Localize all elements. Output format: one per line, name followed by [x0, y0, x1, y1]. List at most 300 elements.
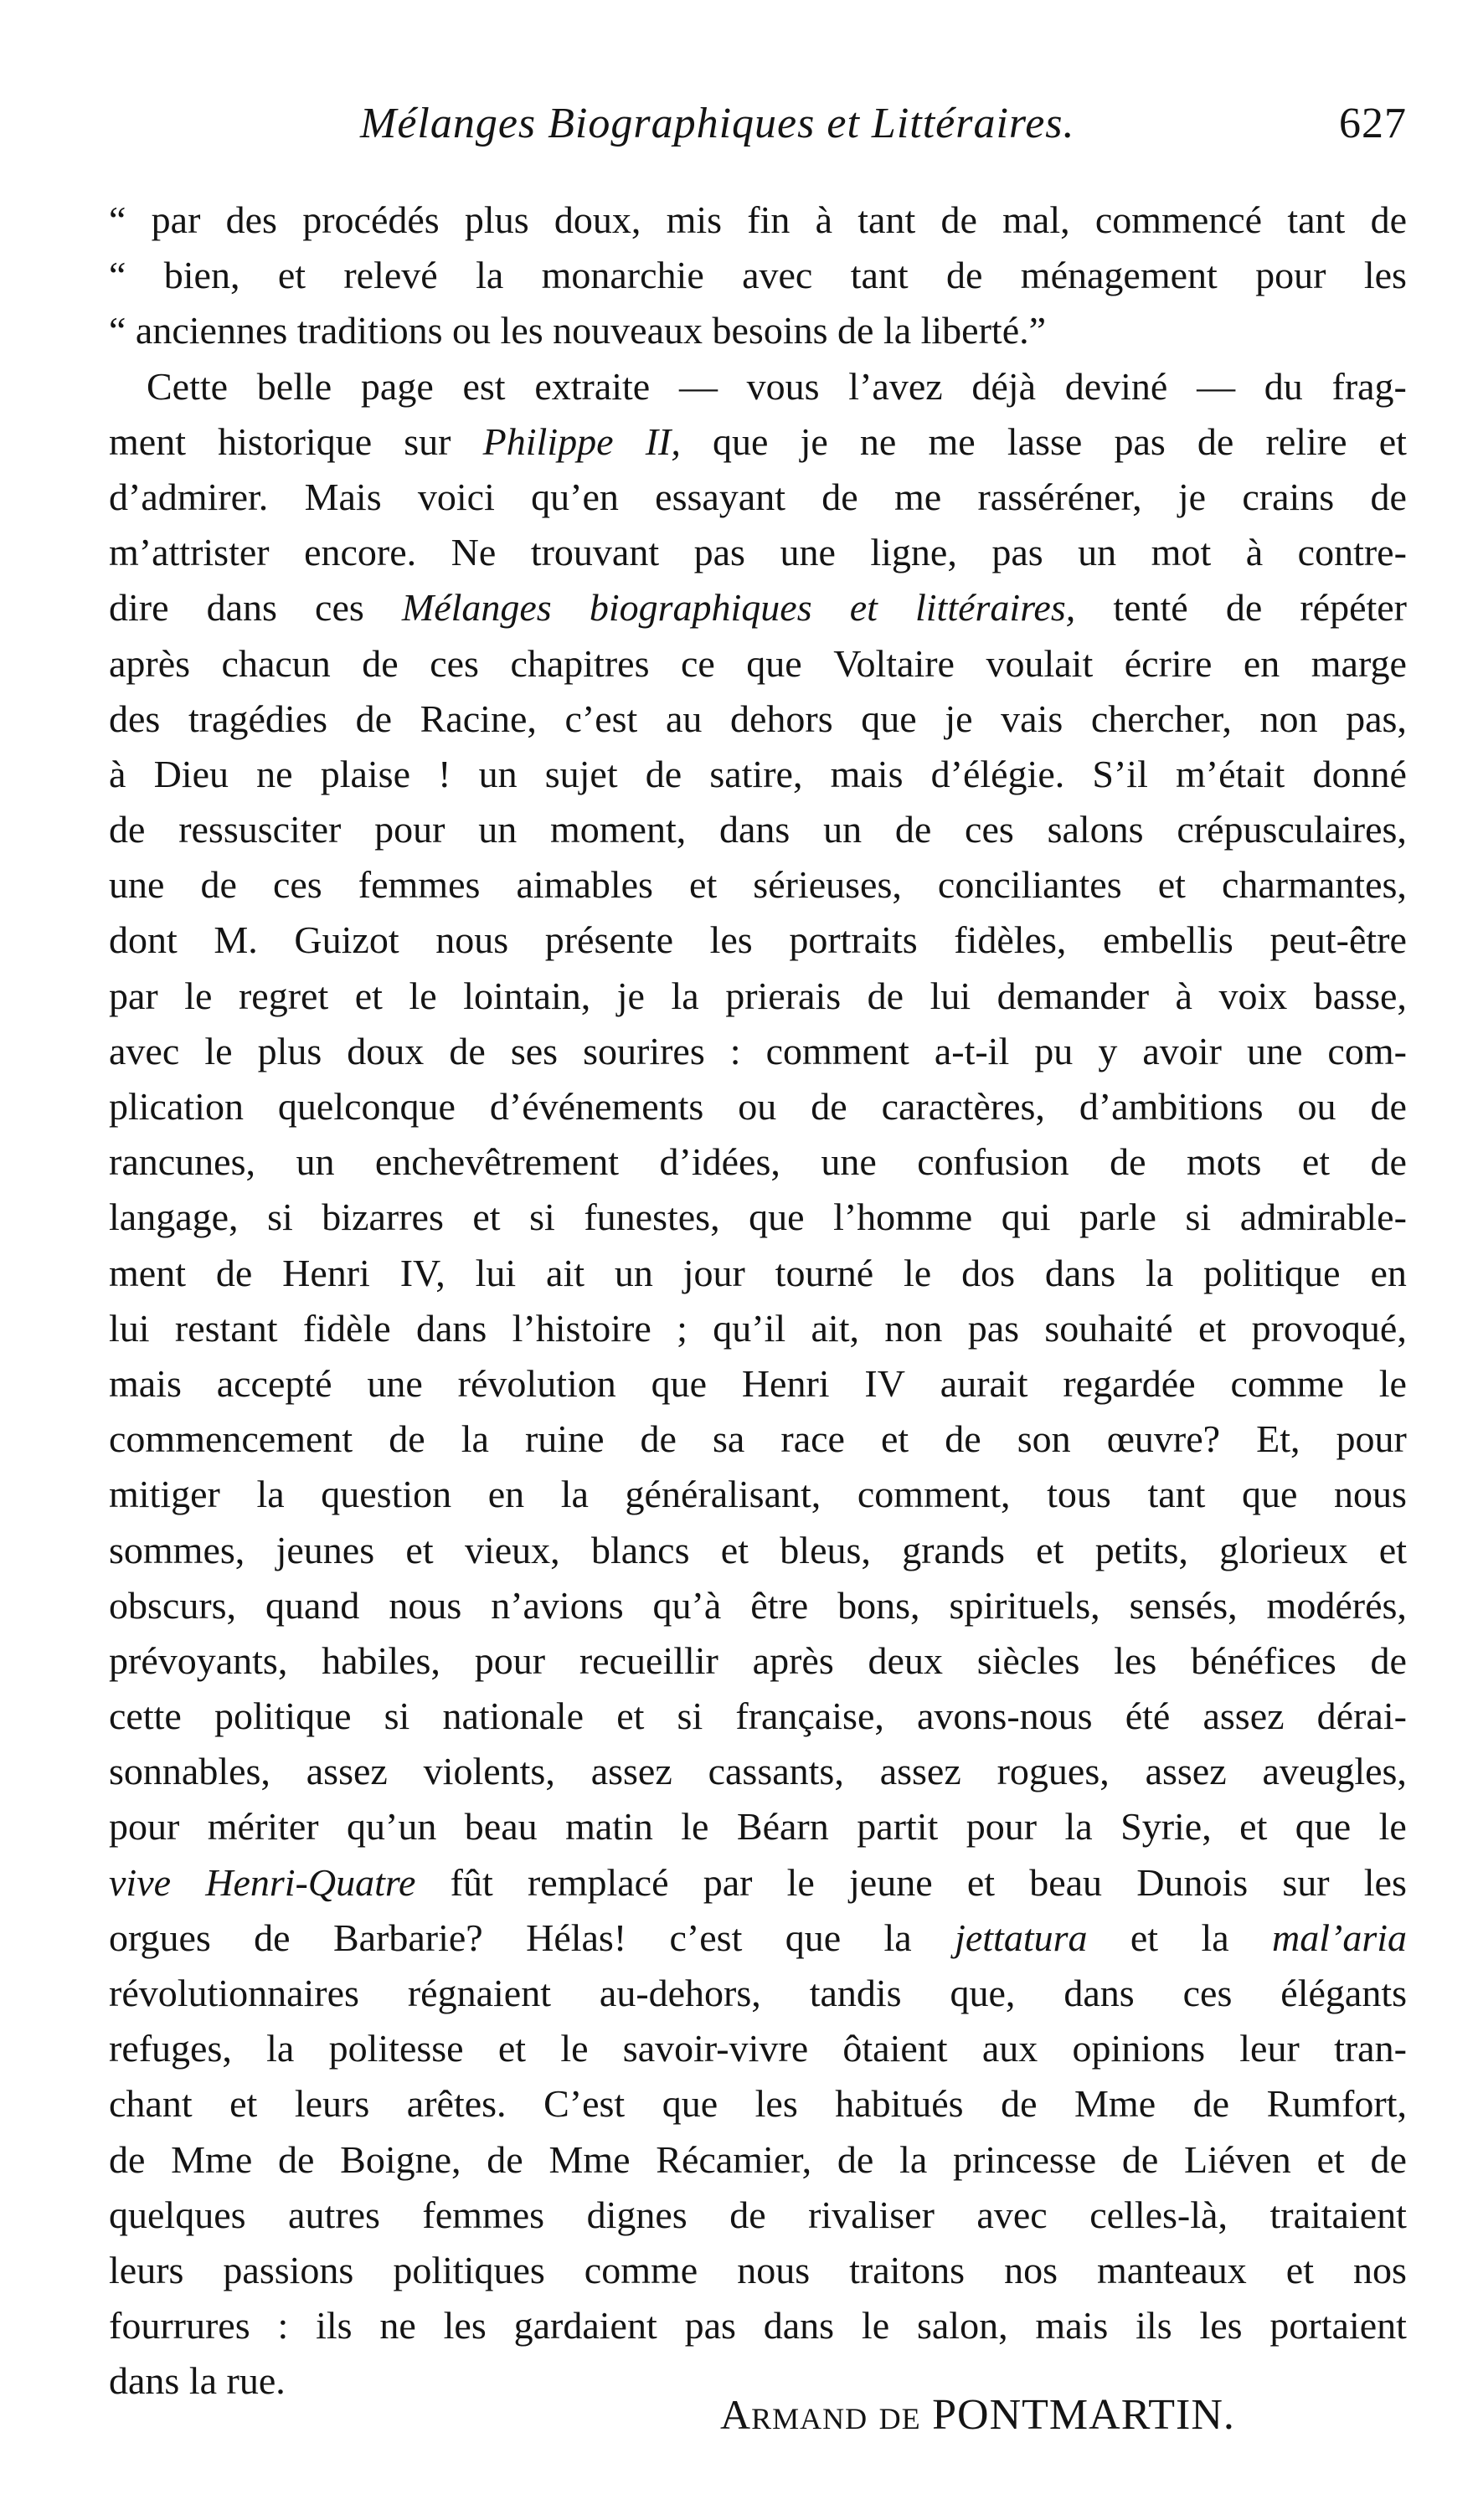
italic-word: jettatura: [955, 1916, 1088, 1959]
word: mais: [1035, 2304, 1109, 2348]
word: chapitres: [510, 641, 650, 685]
word: de: [1225, 586, 1263, 630]
word: tragédies: [188, 697, 327, 740]
word: le: [786, 1860, 815, 1904]
word: Barbarie?: [332, 1916, 483, 1959]
word: bleus,: [780, 1528, 871, 1571]
word: ressusciter: [178, 808, 342, 851]
word: si: [384, 1695, 410, 1738]
word: besoins: [712, 309, 828, 352]
word: présente: [544, 918, 673, 962]
text-line: [109, 1246, 1407, 1301]
word: —: [1197, 364, 1236, 408]
word: crépusculaires,: [1177, 808, 1407, 851]
word: en: [487, 1473, 525, 1516]
text-line: [109, 359, 1407, 414]
text-line: [109, 248, 1407, 303]
text-line: [109, 2298, 1407, 2353]
word: restant: [174, 1306, 278, 1350]
word: aux: [981, 2027, 1038, 2070]
word: sa: [713, 1417, 745, 1461]
word: S’il: [1092, 752, 1148, 795]
word: la: [899, 2137, 928, 2181]
word: en: [1243, 641, 1280, 685]
word: et: [1198, 1306, 1227, 1350]
word: le: [681, 1805, 709, 1849]
word: la: [1201, 1916, 1229, 1959]
word: lasse: [1007, 419, 1083, 463]
word: d’ambitions: [1079, 1085, 1264, 1128]
text-line: [109, 525, 1407, 580]
italic-word: II,: [645, 419, 681, 463]
word: avec: [976, 2193, 1048, 2236]
word: nouveaux: [553, 309, 703, 352]
word: de: [1197, 419, 1234, 463]
text-line: [109, 1523, 1407, 1578]
word: savoir-vivre: [622, 2027, 809, 2070]
word: nous: [435, 918, 509, 962]
word: écrire: [1124, 641, 1213, 685]
word: Guizot: [294, 918, 399, 962]
word: quelques: [109, 2193, 246, 2236]
word: assez: [590, 1750, 672, 1793]
word: femmes: [422, 2193, 545, 2236]
word: un: [478, 752, 518, 795]
word: si: [677, 1695, 703, 1738]
word: l’avez: [848, 364, 943, 408]
author-signature: [720, 2390, 1407, 2440]
word: que: [746, 641, 802, 685]
word: tant: [1287, 198, 1346, 241]
word: et: [881, 1417, 909, 1461]
word: été: [1125, 1695, 1171, 1738]
word: et: [720, 1528, 749, 1571]
word: demander: [996, 974, 1150, 1017]
word: la: [883, 309, 912, 352]
word: de: [449, 1029, 486, 1072]
word: de: [109, 808, 146, 851]
word: une: [109, 863, 165, 907]
word: confusion: [917, 1140, 1069, 1184]
word: ou: [1297, 1085, 1336, 1128]
word: Voltaire: [833, 641, 955, 685]
word: grands: [902, 1528, 1005, 1571]
word: encore.: [304, 531, 417, 574]
word: chercher,: [1090, 697, 1232, 740]
text-line: [109, 1689, 1407, 1744]
word: fidèles,: [954, 918, 1067, 962]
word: femmes: [358, 863, 481, 907]
word: ne: [256, 752, 293, 795]
word: tourné: [775, 1251, 874, 1294]
word: au: [665, 697, 703, 740]
word: politesse: [328, 2027, 464, 2070]
word: admirable-: [1239, 1196, 1407, 1239]
word: !: [438, 752, 451, 795]
word: celles-là,: [1089, 2193, 1228, 2236]
word: voix: [1218, 974, 1288, 1017]
word: sujet: [544, 752, 618, 795]
word: et: [497, 2027, 527, 2070]
text-line: [109, 1966, 1407, 2021]
word: assez: [1202, 1695, 1285, 1738]
word: Hélas!: [526, 1916, 627, 1959]
word: de: [1110, 1140, 1146, 1184]
word: embellis: [1102, 918, 1233, 962]
word: Béarn: [736, 1805, 829, 1849]
word: habitués: [835, 2082, 964, 2126]
word: mot: [1151, 531, 1212, 574]
word: qu’à: [652, 1583, 722, 1627]
word: ne: [859, 419, 897, 463]
word: traitons: [849, 2248, 966, 2291]
word: fin: [747, 198, 790, 241]
word: recueillir: [579, 1638, 718, 1682]
word: de: [640, 1417, 677, 1461]
word: IV: [864, 1361, 905, 1405]
word: frag-: [1331, 364, 1407, 408]
word: beau: [464, 1805, 538, 1849]
word: le: [1378, 1361, 1407, 1405]
word: comment: [765, 1029, 909, 1072]
word: en: [1370, 1251, 1407, 1294]
word: conciliantes: [937, 863, 1122, 907]
word: les: [1199, 2304, 1243, 2348]
word: de: [1370, 1638, 1407, 1682]
italic-word: littéraires,: [914, 586, 1076, 630]
italic-word: Mélanges: [401, 586, 552, 630]
word: doux,: [554, 198, 641, 241]
word: je: [945, 697, 973, 740]
word: quelconque: [277, 1085, 456, 1128]
word: ces: [430, 641, 479, 685]
text-line: [109, 2243, 1407, 2298]
word: pour: [1336, 1417, 1407, 1461]
word: à: [1175, 974, 1192, 1017]
word: politique: [1203, 1251, 1341, 1294]
word: procédés: [302, 198, 440, 241]
word: je: [800, 419, 828, 463]
word: Boigne,: [340, 2137, 461, 2181]
word: si: [1185, 1196, 1212, 1239]
word: belle: [256, 364, 332, 408]
word: et: [354, 974, 383, 1017]
word: C’est: [543, 2082, 626, 2126]
word: de: [1001, 2082, 1038, 2126]
word: le: [409, 974, 437, 1017]
word: pas: [991, 531, 1043, 574]
italic-word: vive: [109, 1860, 172, 1904]
word: œuvre?: [1106, 1417, 1221, 1461]
word: Liéven: [1184, 2137, 1291, 2181]
word: moment,: [549, 808, 687, 851]
word: me: [928, 419, 976, 463]
word: ces: [965, 808, 1014, 851]
word: blancs: [590, 1528, 690, 1571]
word: ment: [109, 1251, 186, 1294]
signature-surname: PONTMARTIN.: [932, 2391, 1235, 2439]
word: sur: [1282, 1860, 1330, 1904]
word: ruine: [524, 1417, 605, 1461]
word: salons: [1047, 808, 1144, 851]
word: que: [749, 1196, 805, 1239]
word: dignes: [586, 2193, 688, 2236]
word: les: [1114, 1638, 1157, 1682]
word: française,: [735, 1695, 884, 1738]
word: la: [671, 974, 699, 1017]
text-line: [109, 1190, 1407, 1245]
word: et: [472, 1196, 501, 1239]
word: la: [476, 254, 504, 297]
word: fourrures: [109, 2304, 250, 2348]
word: mots: [1186, 1140, 1262, 1184]
word: dans: [763, 2304, 835, 2348]
word: dans: [206, 586, 277, 630]
word: l’homme: [833, 1196, 973, 1239]
word: prévoyants,: [109, 1638, 288, 1682]
word: petits,: [1094, 1528, 1188, 1571]
word: ou: [452, 309, 492, 352]
word: mis: [666, 198, 723, 241]
word: Racine,: [420, 697, 537, 740]
word: tous: [1047, 1473, 1111, 1516]
text-line: [109, 1744, 1407, 1799]
word: nos: [1004, 2248, 1058, 2291]
word: c’est: [564, 697, 638, 740]
word: ait,: [811, 1306, 859, 1350]
word: m’attrister: [109, 531, 270, 574]
word: Mais: [304, 475, 382, 518]
word: ;: [677, 1306, 688, 1350]
word: deux: [868, 1638, 943, 1682]
word: obscurs,: [109, 1583, 237, 1627]
word: contre-: [1297, 531, 1407, 574]
word: à: [815, 198, 833, 241]
word: cette: [109, 1695, 182, 1738]
word: Mme: [1074, 2082, 1156, 2126]
text-line: [109, 303, 1407, 358]
word: les: [1363, 1860, 1407, 1904]
word: de: [254, 1916, 291, 1959]
word: élégants: [1280, 1972, 1407, 2014]
word: orgues: [109, 1916, 211, 1959]
word: lui: [109, 1306, 150, 1350]
word: que: [712, 419, 769, 463]
word: quand: [265, 1583, 360, 1627]
word: Henri: [282, 1251, 370, 1294]
word: monarchie: [541, 254, 704, 297]
word: ménagement: [1020, 254, 1218, 297]
word: de: [1121, 2137, 1159, 2181]
word: et: [1316, 2137, 1345, 2181]
word: passions: [223, 2248, 354, 2291]
word: prierais: [725, 974, 842, 1017]
word: une: [821, 1140, 877, 1184]
word: bizarres: [322, 1196, 444, 1239]
word: dehors: [730, 697, 833, 740]
word: satire,: [709, 752, 803, 795]
word: d’idées,: [659, 1140, 780, 1184]
word: par: [151, 198, 201, 241]
word: pas: [967, 1306, 1020, 1350]
word: pour: [109, 1805, 180, 1849]
text-line: [109, 1356, 1407, 1412]
word: liberté.”: [920, 309, 1047, 352]
italic-word: Henri-Quatre: [205, 1860, 416, 1904]
word: rasséréner,: [977, 475, 1142, 518]
word: un: [614, 1251, 653, 1294]
word: Syrie,: [1120, 1805, 1212, 1849]
word: ces: [1182, 1972, 1233, 2014]
word: commencé: [1094, 198, 1263, 241]
word: traditions: [296, 309, 443, 352]
signature-initial: A: [720, 2391, 752, 2438]
text-line: [109, 1467, 1407, 1522]
word: lui: [475, 1251, 517, 1294]
word: ligne,: [870, 531, 957, 574]
word: modérés,: [1266, 1583, 1407, 1627]
word: salon,: [916, 2304, 1008, 2348]
word: accepté: [216, 1361, 332, 1405]
word: Récamier,: [656, 2137, 812, 2181]
word: langage,: [109, 1196, 239, 1239]
word: d’élégie.: [930, 752, 1065, 795]
word: vais: [1001, 697, 1063, 740]
word: sourires: [583, 1029, 705, 1072]
word: dos: [961, 1251, 1015, 1294]
word: mal,: [1002, 198, 1070, 241]
word: vous: [746, 364, 820, 408]
word: me: [894, 475, 942, 518]
word: refuges,: [109, 2027, 232, 2070]
word: les: [709, 918, 753, 962]
word: ses: [510, 1029, 559, 1072]
word: si: [267, 1196, 293, 1239]
word: qu’en: [531, 475, 619, 518]
word: leurs: [294, 2082, 370, 2126]
word: et: [229, 2082, 258, 2126]
word: rivaliser: [808, 2193, 935, 2236]
word: de: [645, 752, 682, 795]
word: de: [837, 2137, 874, 2181]
word: pas,: [1346, 697, 1407, 740]
word: ait: [546, 1251, 585, 1294]
word: crains: [1242, 475, 1335, 518]
word: ou: [738, 1085, 777, 1128]
word: la: [188, 2359, 218, 2403]
word: siècles: [976, 1638, 1080, 1682]
text-line: [109, 747, 1407, 802]
word: sensés,: [1129, 1583, 1238, 1627]
word: vieux,: [464, 1528, 560, 1571]
text-line: [109, 2076, 1407, 2132]
word: que: [662, 2082, 718, 2126]
word: commencement: [109, 1417, 353, 1461]
word: opinions: [1072, 2027, 1206, 2070]
word: donné: [1312, 752, 1407, 795]
word: “: [109, 309, 126, 352]
word: et: [277, 254, 306, 297]
word: doux: [347, 1029, 425, 1072]
text-line: [109, 1301, 1407, 1356]
word: de: [811, 1085, 847, 1128]
word: a-t-il: [934, 1029, 1010, 1072]
word: historique: [218, 419, 373, 463]
word: mais: [830, 752, 904, 795]
italic-word: mal’aria: [1272, 1916, 1407, 1959]
word: et: [1130, 1916, 1159, 1959]
word: le: [861, 2304, 890, 2348]
word: provoqué,: [1251, 1306, 1407, 1350]
word: régnaient: [407, 1972, 551, 2014]
text-line: [109, 1799, 1407, 1854]
word: deviné: [1064, 364, 1168, 408]
word: et: [1157, 863, 1186, 907]
word: et: [405, 1528, 434, 1571]
word: que: [861, 697, 917, 740]
word: charmantes,: [1221, 863, 1407, 907]
word: mitiger: [109, 1473, 220, 1516]
word: de: [389, 1417, 425, 1461]
word: comme: [584, 2248, 698, 2291]
word: après: [109, 641, 191, 685]
word: nos: [1353, 2248, 1407, 2291]
italic-word: Philippe: [482, 419, 614, 463]
word: et: [1036, 1528, 1064, 1571]
word: lointain,: [463, 974, 591, 1017]
word: arêtes.: [406, 2082, 507, 2126]
word: une: [780, 531, 836, 574]
word: “: [109, 198, 126, 241]
word: Mme: [548, 2137, 631, 2181]
word: et: [1239, 1805, 1268, 1849]
word: tant: [857, 198, 916, 241]
text-line: [109, 969, 1407, 1024]
word: bénéfices: [1191, 1638, 1336, 1682]
word: cassants,: [708, 1750, 844, 1793]
word: qui: [1001, 1196, 1051, 1239]
word: ment: [109, 419, 186, 463]
word: extraite: [534, 364, 651, 408]
word: les: [1363, 254, 1407, 297]
word: nationale: [442, 1695, 585, 1738]
word: ils: [1136, 2304, 1172, 2348]
word: politique: [214, 1695, 352, 1738]
word: assez: [306, 1750, 388, 1793]
word: et: [1301, 1140, 1331, 1184]
word: le: [184, 974, 213, 1017]
word: que: [785, 1916, 842, 1959]
word: tandis: [809, 1972, 902, 2014]
word: tenté: [1113, 586, 1188, 630]
word: pour: [1255, 254, 1326, 297]
word: bien,: [163, 254, 240, 297]
word: son: [1017, 1417, 1071, 1461]
word: d’événements: [489, 1085, 704, 1128]
word: si: [529, 1196, 555, 1239]
word: peut-être: [1269, 918, 1407, 962]
word: non: [884, 1306, 943, 1350]
word: ces: [315, 586, 364, 630]
word: tant: [1147, 1473, 1206, 1516]
word: ce: [680, 641, 715, 685]
word: l’histoire: [512, 1306, 651, 1350]
word: rancunes,: [109, 1140, 255, 1184]
text-line: [109, 913, 1407, 968]
word: de: [1192, 2082, 1230, 2126]
word: la: [560, 1473, 589, 1516]
word: et: [1378, 419, 1407, 463]
